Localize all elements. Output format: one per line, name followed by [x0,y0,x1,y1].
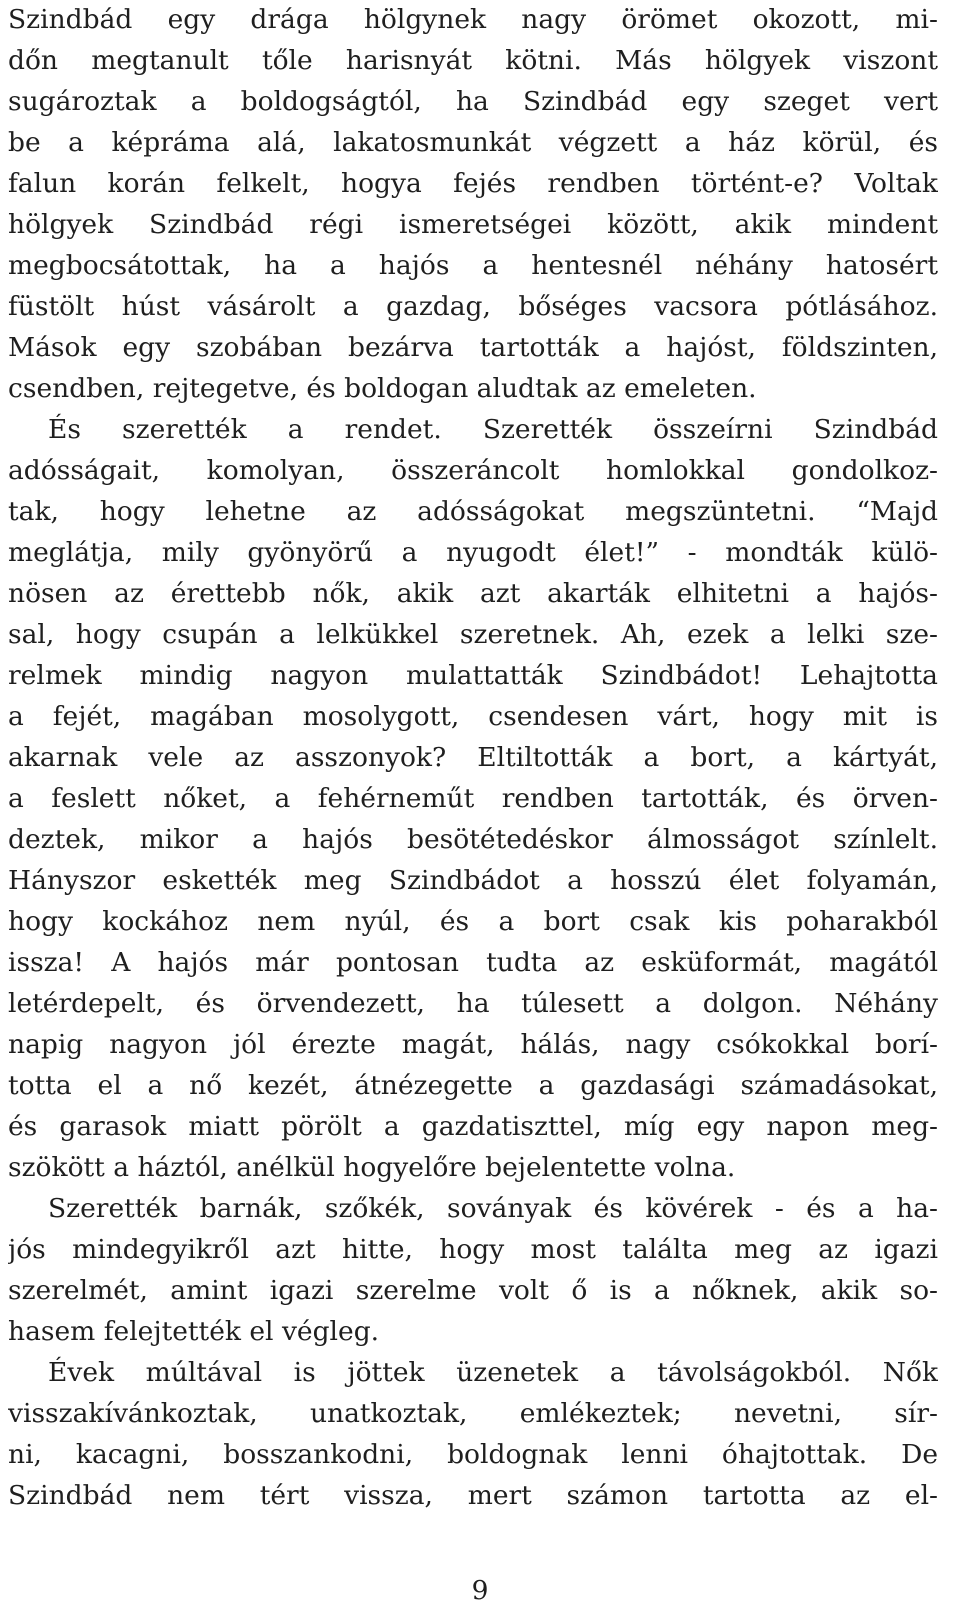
text-line: Szindbád nem tért vissza, mert számon tartotta az el- [8,1480,938,1511]
text-line: napig nagyon jól érezte magát, hálás, nagy csókokkal borí- [8,1029,938,1060]
text-line: ni, kacagni, bosszankodni, boldognak lenni óhajtottak. De [8,1439,938,1470]
text-line: visszakívánkoztak, unatkoztak, emlékeztek; nevetni, sír- [8,1398,938,1429]
text-line: sal, hogy csupán a lelkükkel szeretnek. Ah, ezek a lelki sze- [8,619,938,650]
text-line: meglátja, mily gyönyörű a nyugodt élet!” - mondták külö- [8,537,938,568]
text-line: hogy kockához nem nyúl, és a bort csak kis poharakból [8,906,938,937]
text-line: Évek múltával is jöttek üzenetek a távolságokból. Nők [48,1357,938,1388]
page-number: 9 [471,1575,489,1606]
text-line: csendben, rejtegetve, és boldogan aludtak az emeleten. [8,373,757,404]
text-line: deztek, mikor a hajós besötétedéskor álmosságot színlelt. [8,824,938,855]
text-line: és garasok miatt pörölt a gazdatiszttel, míg egy napon meg- [8,1111,938,1142]
text-line: totta el a nő kezét, átnézegette a gazdasági számadásokat, [8,1070,938,1101]
text-line: adósságait, komolyan, összeráncolt homlokkal gondolkoz- [8,455,938,486]
text-line: akarnak vele az asszonyok? Eltiltották a bort, a kártyát, [8,742,938,773]
text-line: szökött a háztól, anélkül hogyelőre bejelentette volna. [8,1152,736,1183]
text-line: hasem felejtették el végleg. [8,1316,380,1347]
text-line: És szerették a rendet. Szerették összeírni Szindbád [48,414,938,445]
text-line: letérdepelt, és örvendezett, ha túlesett a dolgon. Néhány [8,988,938,1019]
text-line: a feslett nőket, a fehérneműt rendben tartották, és örven- [8,783,938,814]
text-line: issza! A hajós már pontosan tudta az esküformát, magától [8,947,938,978]
text-line: szerelmét, amint igazi szerelme volt ő is a nőknek, akik so- [8,1275,938,1306]
text-line: falun korán felkelt, hogya fejés rendben történt-e? Voltak [8,168,938,199]
text-line: relmek mindig nagyon mulattatták Szindbádot! Lehajtotta [8,660,938,691]
text-line: dőn megtanult tőle harisnyát kötni. Más hölgyek viszont [8,45,938,76]
text-line: a fejét, magában mosolygott, csendesen várt, hogy mit is [8,701,938,732]
text-line: megbocsátottak, ha a hajós a hentesnél néhány hatosért [8,250,938,281]
text-line: Hányszor eskették meg Szindbádot a hosszú élet folyamán, [8,865,938,896]
text-line: füstölt húst vásárolt a gazdag, bőséges vacsora pótlásához. [8,291,938,322]
text-line: nösen az érettebb nők, akik azt akarták elhitetni a hajós- [8,578,938,609]
text-line: sugároztak a boldogságtól, ha Szindbád egy szeget vert [8,86,938,117]
text-line: Mások egy szobában bezárva tartották a hajóst, földszinten, [8,332,938,363]
text-line: tak, hogy lehetne az adósságokat megszüntetni. “Majd [8,496,938,527]
text-line: Szerették barnák, szőkék, soványak és kövérek - és a ha- [48,1193,938,1224]
text-line: hölgyek Szindbád régi ismeretségei között, akik mindent [8,209,938,240]
text-line: be a képráma alá, lakatosmunkát végzett a ház körül, és [8,127,938,158]
text-line: Szindbád egy drága hölgynek nagy örömet okozott, mi- [8,4,938,35]
text-line: jós mindegyikről azt hitte, hogy most találta meg az igazi [8,1234,938,1265]
